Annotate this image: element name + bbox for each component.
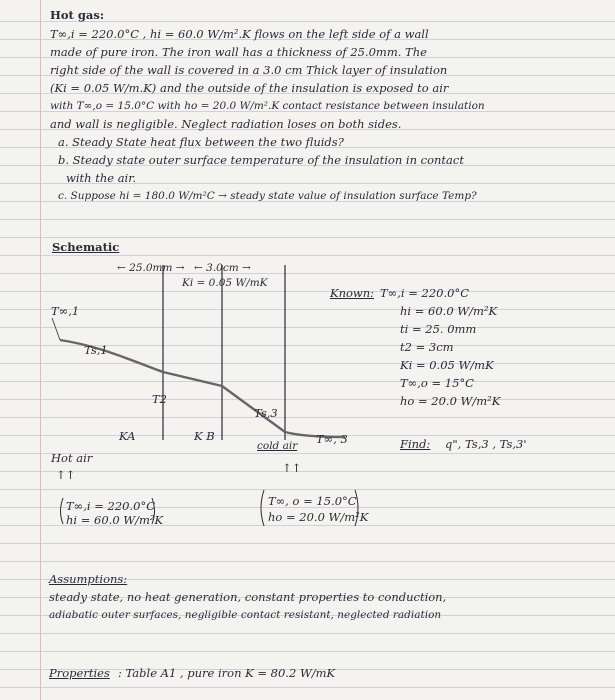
problem-line-6: and wall is negligible. Neglect radiation loses on both sides. — [50, 117, 402, 131]
t-inf-3-label: T∞, 3 — [316, 432, 348, 446]
problem-line-8: b. Steady state outer surface temperature of the insulation in contact — [58, 153, 464, 167]
hot-box-line1: T∞,i = 220.0°C — [66, 499, 156, 513]
problem-line-9: with the air. — [66, 171, 137, 185]
properties-title: Properties — [49, 666, 110, 680]
hot-flow-arrows: ↑↑ — [56, 468, 76, 482]
t-s3-label: Ts,3 — [254, 406, 278, 420]
hot-air-label: Hot air — [51, 451, 93, 465]
problem-line-2: made of pure iron. The iron wall has a thickness of 25.0mm. The — [50, 45, 427, 59]
t-2-label: T2 — [152, 392, 167, 406]
cold-air-label: cold air — [257, 440, 298, 452]
known-item-5: T∞,o = 15°C — [400, 376, 474, 390]
cold-box-line2: ho = 20.0 W/m²K — [268, 510, 369, 524]
problem-line-1: T∞,i = 220.0°C , hi = 60.0 W/m².K flows on the left side of a wall — [50, 27, 429, 41]
cold-box-line1: T∞, o = 15.0°C — [268, 494, 357, 508]
problem-line-3: right side of the wall is covered in a 3.0 cm Thick layer of insulation — [50, 63, 448, 77]
known-item-6: ho = 20.0 W/m²K — [400, 394, 501, 408]
schematic-title: Schematic — [52, 240, 120, 254]
t-inf-1-label: T∞,1 — [51, 304, 80, 318]
k-insulation-label: Ki = 0.05 W/mK — [182, 277, 268, 289]
problem-line-4: (Ki = 0.05 W/m.K) and the outside of the insulation is exposed to air — [50, 81, 449, 95]
t-inf-leader — [52, 318, 60, 340]
dim-iron-thickness: ← 25.0mm → — [117, 262, 185, 274]
known-item-0: T∞,i = 220.0°C — [380, 286, 470, 300]
kb-label: K B — [194, 429, 215, 443]
assumptions-line2: adiabatic outer surfaces, negligible contact resistant, neglected radiation — [49, 609, 442, 621]
hot-box-line2: hi = 60.0 W/m²K — [66, 513, 164, 527]
find-value: q", Ts,3 , Ts,3' — [445, 437, 527, 451]
temp-profile-gas — [60, 340, 163, 372]
known-item-1: hi = 60.0 W/m²K — [400, 304, 498, 318]
t-s1-label: Ts,1 — [84, 343, 108, 357]
problem-line-5: with T∞,o = 15.0°C with ho = 20.0 W/m².K contact resistance between insulation — [50, 100, 485, 112]
problem-line-7: a. Steady State heat flux between the two fluids? — [58, 135, 344, 149]
temp-profile-iron — [163, 372, 222, 386]
known-item-4: Ki = 0.05 W/mK — [400, 358, 494, 372]
assumptions-line1: steady state, no heat generation, constant properties to conduction, — [49, 590, 447, 604]
cold-flow-arrows: ↑↑ — [282, 461, 302, 475]
assumptions-title: Assumptions: — [49, 572, 128, 586]
known-title: Known: — [330, 286, 375, 300]
find-label: Find: — [400, 437, 431, 451]
known-item-2: ti = 25. 0mm — [400, 322, 477, 336]
properties-text: : Table A1 , pure iron K = 80.2 W/mK — [118, 666, 336, 680]
problem-line-10: c. Suppose hi = 180.0 W/m²C → steady state value of insulation surface Temp? — [58, 190, 477, 202]
problem-line-0: Hot gas: — [50, 8, 105, 22]
known-item-3: t2 = 3cm — [400, 340, 454, 354]
ka-label: KA — [119, 429, 136, 443]
dim-insulation-thickness: ← 3.0cm → — [194, 262, 251, 274]
